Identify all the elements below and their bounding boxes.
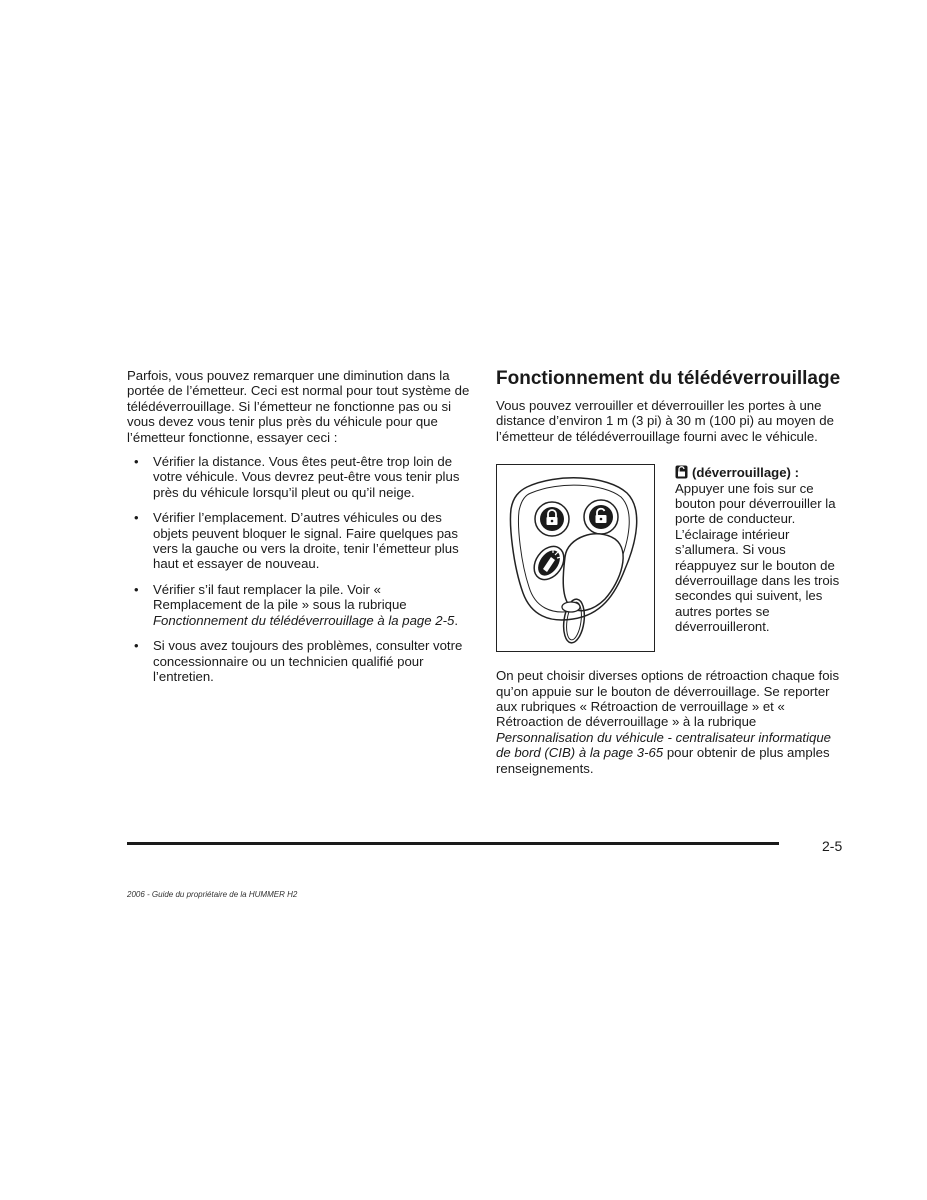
section-heading: Fonctionnement du télédéverrouillage [496, 368, 841, 389]
fob-section [496, 464, 841, 652]
footer-text: 2006 - Guide du propriétaire de la HUMMER H2 [127, 890, 298, 899]
unlock-title [675, 465, 841, 480]
feedback-paragraph [496, 668, 841, 776]
bullet-icon: • [134, 454, 139, 470]
unlock-icon [675, 465, 688, 479]
bullet-icon: • [134, 510, 139, 526]
list-item [127, 582, 472, 628]
list-item-text: Vérifier s’il faut remplacer la pile. Voir « Remplacement de la pile » sous la rubrique [153, 581, 407, 613]
left-column [127, 368, 472, 694]
cross-reference-link[interactable]: Fonctionnement du télédéverrouillage à la page 2-5 [153, 612, 455, 628]
intro-paragraph: Parfois, vous pouvez remarquer une diminution dans la portée de l’émetteur. Ceci est normal pour tout système de télédéverrouillage. Si l’émetteur ne fonctionne pas ou si vous devez vous tenir plus près du véhicule pour que l’émetteur fonctionne, essayer ceci : [127, 368, 470, 445]
page-divider [127, 842, 779, 845]
key-fob-illustration [496, 464, 655, 652]
intro-paragraph: Vous pouvez verrouiller et déverrouiller les portes à une distance d’environ 1 m (3 pi) à 30 m (100 pi) au moyen de l’émetteur de télédéverrouillage fourni avec le véhicule. [496, 398, 834, 444]
list-item-text: Vérifier l’emplacement. D’autres véhicules ou des objets peuvent bloquer le signal. Faire quelques pas vers la gauche ou vers la droite, tenir l’émetteur plus haut et essayer de nouveau. [153, 510, 459, 572]
feedback-text-end: pour obtenir de plus amples renseignements. [496, 745, 830, 776]
key-fob-icon [497, 465, 654, 651]
cross-reference-link[interactable]: Personnalisation du véhicule - centralisateur informatique de bord (CIB) à la page 3-65 [496, 729, 831, 761]
bullet-icon: • [134, 638, 139, 654]
feedback-text: On peut choisir diverses options de rétroaction chaque fois qu’on appuie sur le bouton de déverrouillage. Se reporter aux rubriques « Rétroaction de verrouillage » et « Rétroaction de déverrouillage » à la rubrique [496, 668, 840, 730]
bullet-icon: • [134, 581, 139, 597]
list-item-text: Vérifier la distance. Vous êtes peut-être trop loin de votre véhicule. Vous devrez peut-être vous tenir plus près du véhicule lorsqu’il pleut ou qu’il neige. [153, 454, 460, 500]
unlock-description [675, 465, 841, 652]
troubleshooting-list [127, 454, 472, 684]
list-item [127, 638, 472, 684]
list-item [127, 454, 472, 500]
list-item-text-end: . [454, 612, 458, 628]
unlock-body: Appuyer une fois sur ce bouton pour déverrouiller la porte de conducteur. L’éclairage intérieur s’allumera. Si vous réappuyez sur le bouton de déverrouillage dans les trois secondes qui suivent, les autres portes se déverrouilleront. [675, 480, 840, 635]
list-item-text: Si vous avez toujours des problèmes, consulter votre concessionnaire ou un technicien qualifié pour l’entretien. [153, 638, 463, 684]
page-number: 2-5 [822, 838, 843, 854]
right-column [496, 368, 841, 776]
unlock-title-text: (déverrouillage) : [692, 465, 799, 481]
list-item [127, 510, 472, 572]
